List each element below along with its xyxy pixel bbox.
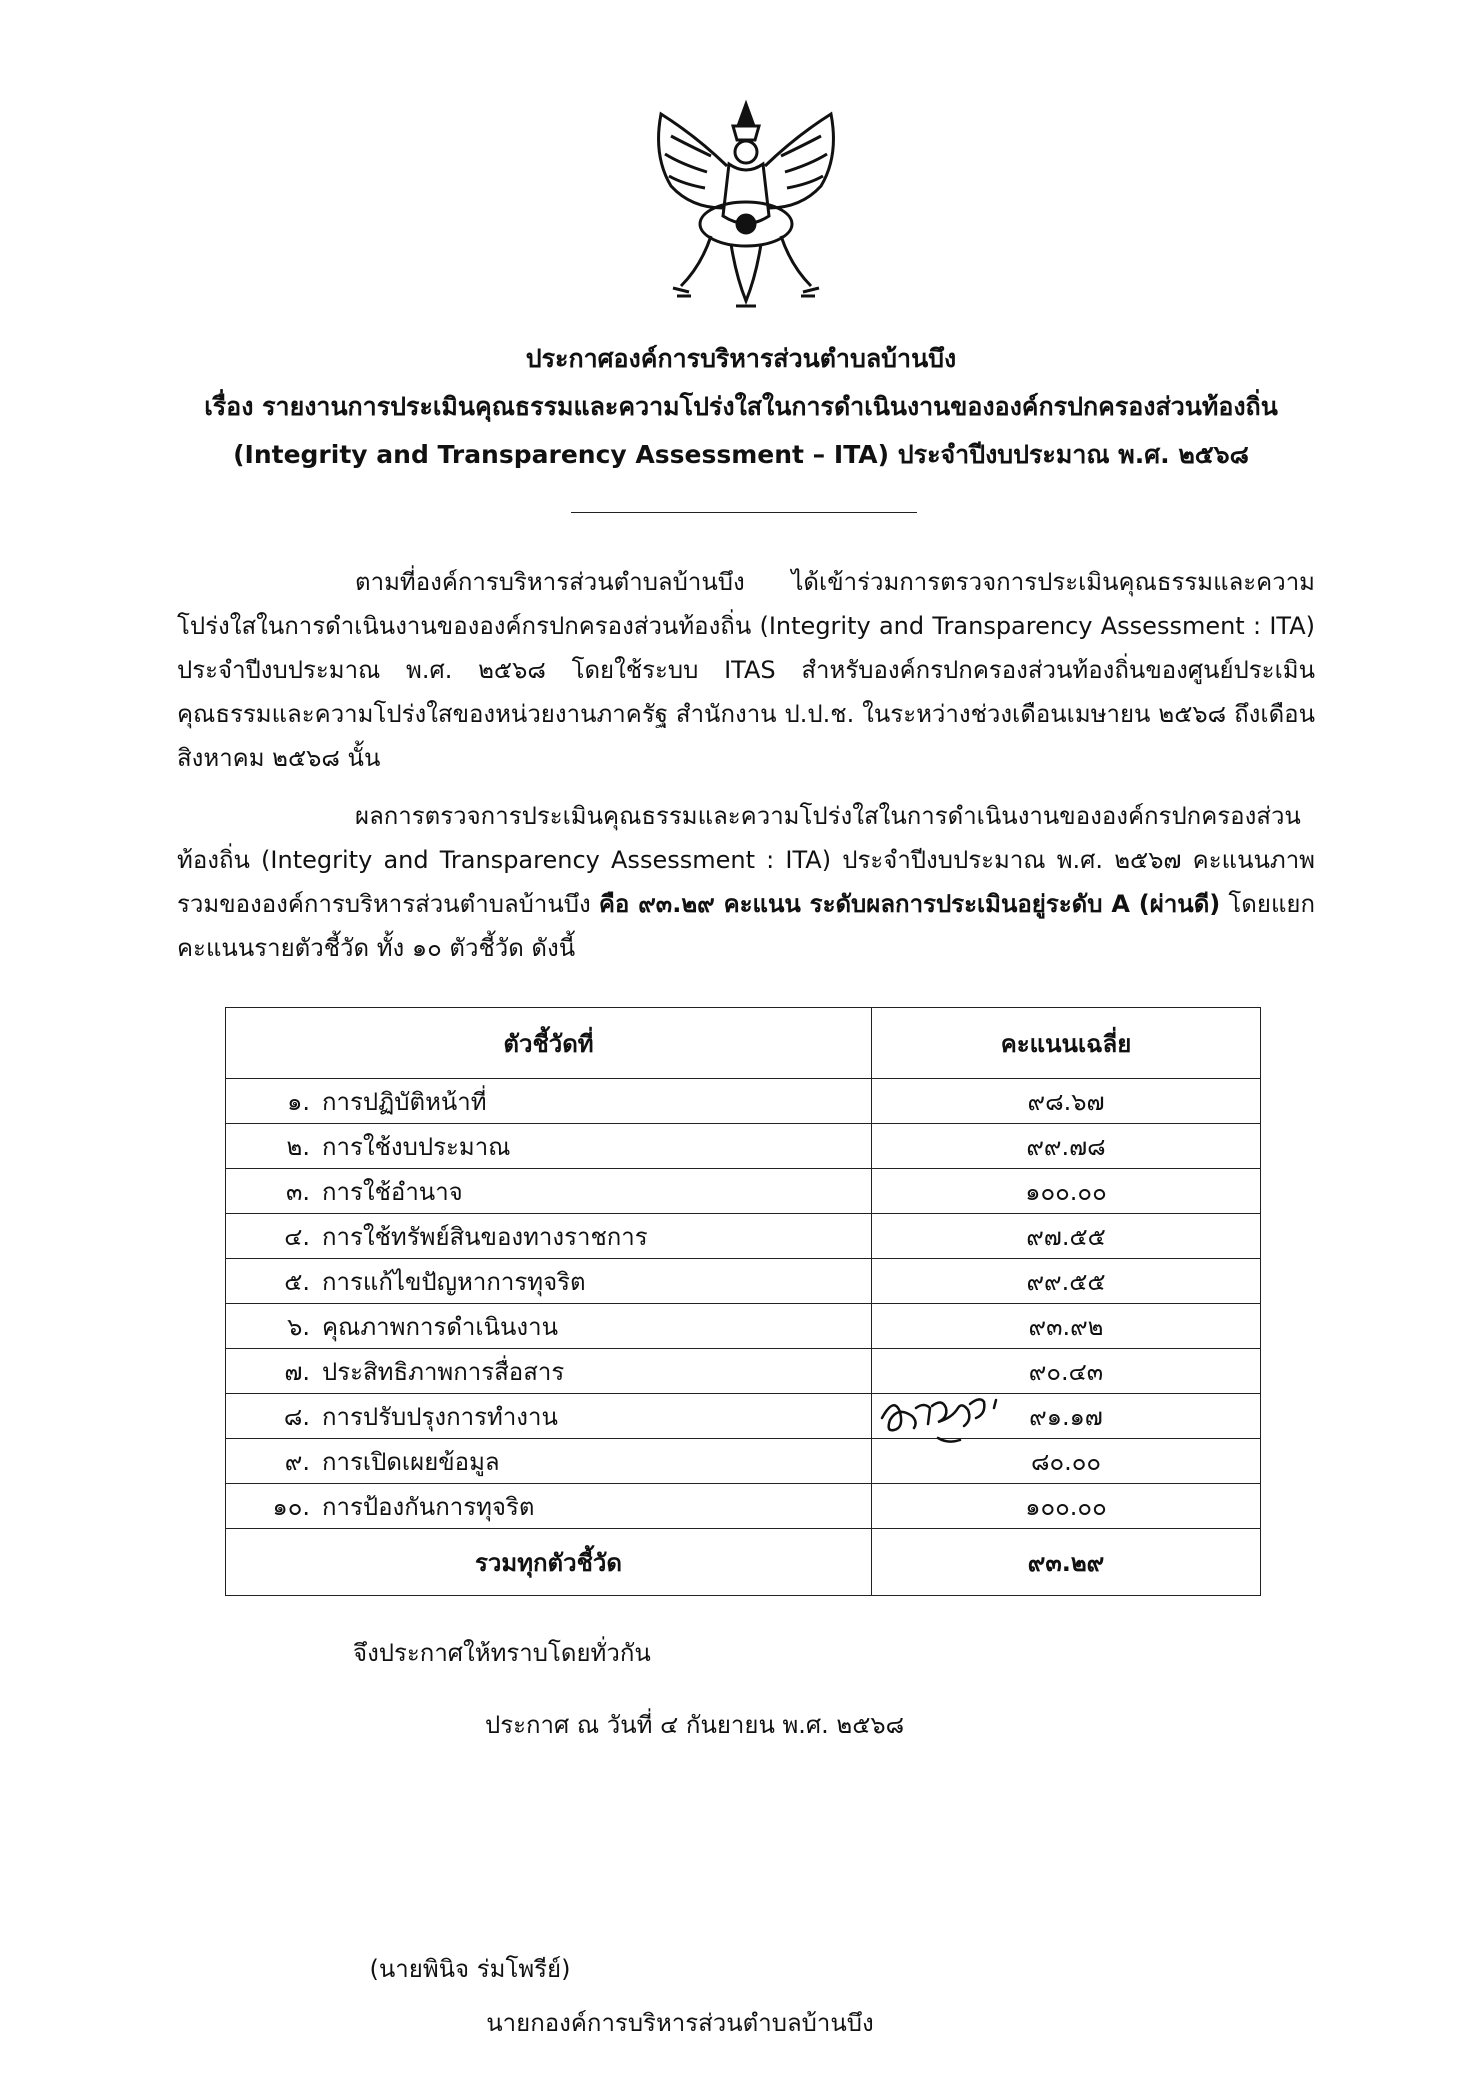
result-paragraph [177, 794, 1315, 970]
row-score: ๙๐.๔๓ [872, 1349, 1261, 1394]
table-row [226, 1124, 1261, 1169]
signature-icon [872, 1378, 1022, 1458]
closing-statement: จึงประกาศให้ทราบโดยทั่วกัน [353, 1639, 651, 1667]
row-score: ๑๐๐.๐๐ [872, 1169, 1261, 1214]
table-total-row [226, 1529, 1261, 1596]
result-score-highlight: คือ ๙๓.๒๙ คะแนน ระดับผลการประเมินอยู่ระดับ A (ผ่านดี) [598, 890, 1221, 918]
row-score: ๘๐.๐๐ [872, 1439, 1261, 1484]
row-indicator-name: ประสิทธิภาพการสื่อสาร [316, 1349, 872, 1394]
announcement-date: ประกาศ ณ วันที่ ๔ กันยายน พ.ศ. ๒๕๖๘ [485, 1711, 905, 1739]
result-text-tail: โดยแยกคะแนนรายตัวชี้วัด ทั้ง ๑๐ ตัวชี้วัด ดังนี้ [177, 890, 1316, 962]
row-indicator-name: การใช้งบประมาณ [316, 1124, 872, 1169]
announcement-subject: เรื่อง รายงานการประเมินคุณธรรมและความโปร่งใสในการดำเนินงานขององค์กรปกครองส่วนท้องถิ่น [204, 392, 1278, 421]
row-index: ๕. [226, 1259, 317, 1304]
total-label: รวมทุกตัวชี้วัด [226, 1529, 872, 1596]
row-index: ๗. [226, 1349, 317, 1394]
table-row [226, 1259, 1261, 1304]
signer-name: (นายพินิจ ร่มโพรีย์) [369, 1955, 571, 1983]
table-row [226, 1484, 1261, 1529]
row-index: ๙. [226, 1439, 317, 1484]
row-score: ๙๗.๕๕ [872, 1214, 1261, 1259]
intro-paragraph: ตามที่องค์การบริหารส่วนตำบลบ้านบึง ได้เข้าร่วมการตรวจการประเมินคุณธรรมและความโปร่งใสในการดำเนินงานขององค์กรปกครองส่วนท้องถิ่น (Integrity and Transparency Assessment : ITA) ประจำปีงบประมาณ พ.ศ. ๒๕๖๘ โดยใช้ระบบ ITAS สำหรับองค์กรปกครองส่วนท้องถิ่นของศูนย์ประเมินคุณธรรมและความโปร่งใสของหน่วยงานภาครัฐ สำนักงาน ป.ป.ช. ในระหว่างช่วงเดือนเมษายน ๒๕๖๘ ถึงเดือน สิงหาคม ๒๕๖๘ นั้น [177, 568, 1315, 772]
header-indicator: ตัวชี้วัดที่ [226, 1008, 872, 1079]
total-score: ๙๓.๒๙ [872, 1529, 1261, 1596]
row-index: ๑๐. [226, 1484, 317, 1529]
row-index: ๔. [226, 1214, 317, 1259]
row-score: ๙๙.๕๕ [872, 1259, 1261, 1304]
row-indicator-name: การปฏิบัติหน้าที่ [316, 1079, 872, 1124]
row-indicator-name: การแก้ไขปัญหาการทุจริต [316, 1259, 872, 1304]
table-row [226, 1079, 1261, 1124]
row-index: ๒. [226, 1124, 317, 1169]
row-index: ๖. [226, 1304, 317, 1349]
row-index: ๑. [226, 1079, 317, 1124]
row-score: ๙๑.๑๗ [872, 1394, 1261, 1439]
row-indicator-name: การปรับปรุงการทำงาน [316, 1394, 872, 1439]
announcement-subject-line2: (Integrity and Transparency Assessment – ITA) ประจำปีงบประมาณ พ.ศ. ๒๕๖๘ [233, 440, 1249, 469]
table-row [226, 1439, 1261, 1484]
table-row [226, 1214, 1261, 1259]
table-row [226, 1169, 1261, 1214]
row-score: ๙๘.๖๗ [872, 1079, 1261, 1124]
row-indicator-name: การใช้ทรัพย์สินของทางราชการ [316, 1214, 872, 1259]
row-indicator-name: การป้องกันการทุจริต [316, 1484, 872, 1529]
indicator-score-table [225, 1007, 1261, 1596]
row-score: ๙๙.๗๘ [872, 1124, 1261, 1169]
row-indicator-name: การใช้อำนาจ [316, 1169, 872, 1214]
row-score: ๙๓.๙๒ [872, 1304, 1261, 1349]
signer-position: นายกองค์การบริหารส่วนตำบลบ้านบึง [486, 2009, 874, 2037]
table-row [226, 1349, 1261, 1394]
row-indicator-name: คุณภาพการดำเนินงาน [316, 1304, 872, 1349]
row-index: ๘. [226, 1394, 317, 1439]
title-divider [571, 512, 917, 513]
row-score: ๑๐๐.๐๐ [872, 1484, 1261, 1529]
header-average-score: คะแนนเฉลี่ย [872, 1008, 1261, 1079]
table-row [226, 1304, 1261, 1349]
row-indicator-name: การเปิดเผยข้อมูล [316, 1439, 872, 1484]
row-index: ๓. [226, 1169, 317, 1214]
table-header-row [226, 1008, 1261, 1079]
result-text: ผลการตรวจการประเมินคุณธรรมและความโปร่งใสในการดำเนินงานขององค์กรปกครองส่วนท้องถิ่น (Integrity and Transparency Assessment : ITA) ประจำปีงบประมาณ พ.ศ. ๒๕๖๗ คะแนนภาพรวมขององค์การบริหารส่วนตำบลบ้านบึง [177, 802, 1315, 918]
announcement-title: ประกาศองค์การบริหารส่วนตำบลบ้านบึง [525, 344, 957, 373]
garuda-emblem-icon [641, 96, 851, 316]
table-row [226, 1394, 1261, 1439]
